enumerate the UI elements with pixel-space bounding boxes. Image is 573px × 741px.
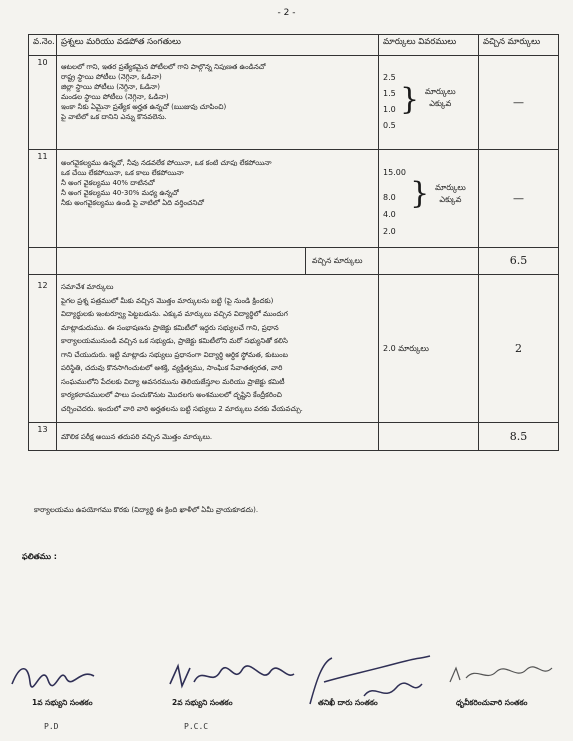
table-row <box>29 423 559 451</box>
question-line: చర్చించెదరు. ఇందులో వారి వారి అర్హతలను బట్టి సభ్యులు 2 మార్కులు వరకు వేయవచ్చు. <box>61 404 303 413</box>
subtotal-label: వచ్చిన మార్కులు <box>305 248 378 274</box>
row-sno: 11 <box>29 150 57 248</box>
header-obtained: వచ్చిన మార్కులు <box>479 35 559 56</box>
table-row <box>29 275 559 423</box>
question-line: ఒక చేయి లేకపోయినా, ఒక కాలు లేకపోయినా <box>61 169 184 177</box>
marks-list <box>383 70 396 134</box>
header-sno: వ.నెం. <box>29 35 57 56</box>
brace-icon: } <box>399 82 420 117</box>
question-line: జిల్లా స్థాయి పోటీలు (నెగ్గినా, ఓడినా) <box>61 83 161 91</box>
row-obtained: 2 <box>479 275 559 423</box>
question-line: మాట్లాడుదుము. ఈ సంభాషణను ప్రాజెక్టు కమిటీలో ఇద్దరు సభ్యులచే గాని, ప్రధాన <box>61 323 279 332</box>
question-line: నీకు అంగవైకల్యము ఉండి పై వాటిలో ఏది వర్తించనిచో <box>61 199 204 207</box>
row-question <box>57 423 379 451</box>
signature-label-2: 2వ సభ్యుని సంతకం <box>172 698 233 707</box>
question-line: కార్యాలయమునుండి వచ్చిన ఒక సభ్యుడు, ప్రాజెక్టు కమిటీలోని మరో సభ్యునితో కలిసి <box>61 337 288 345</box>
marks-label: మార్కులు ఎక్కువ <box>424 87 456 108</box>
mark-value: 2.5 <box>383 73 396 82</box>
header-marks-details: మార్కులు వివరములు <box>379 35 479 56</box>
question-line: పైగల ప్రశ్న పత్రములో మీకు వచ్చిన మొత్తం మార్కులను బట్టి (పై నుండి క్రిందకు) <box>61 296 274 305</box>
question-line: పరిస్థితి, చదువు కొనసాగించుటలో ఆశక్తి, వ్యక్తిత్వము, సాంఘిక సేవాతత్వరత, వారి <box>61 364 283 372</box>
question-line: మండల స్థాయి పోటీలు (నెగ్గినా, ఓడినా) <box>61 93 169 101</box>
question-line: మౌలిక పరీక్ష అయిన తదుపరి వచ్చిన మొత్తం మార్కులు. <box>61 432 213 441</box>
header-row <box>29 35 559 56</box>
question-line: నీ అంగ వైకల్యము 40% దాటినచో <box>61 179 155 187</box>
header-question: ప్రశ్నలు మరియు వడపోత సంగతులు <box>57 35 379 56</box>
row-sno: 10 <box>29 56 57 150</box>
mark-value: 15.00 <box>383 168 406 177</box>
signature-initials-1: P.D <box>44 722 59 731</box>
marks-label: మార్కులు ఎక్కువ <box>435 183 466 204</box>
question-line: కార్యకలాపములలో పాలు పంచుకొనుట మొదలగు అంశములలో దృష్టిని కేంద్రీకరించి <box>61 391 282 399</box>
subtotal-row <box>29 248 559 275</box>
office-use-note: కార్యాలయము ఉపయోగము కొరకు (విద్యార్థి ఈ క్రింది ఖాళీలో ఏమీ వ్రాయకూడదు). <box>34 506 259 514</box>
question-line: ఇంకా నీకు ఏమైనా ప్రత్యేక అర్హత ఉన్నచో (ఋజువు చూపించి) <box>61 103 227 111</box>
question-line: నీ అంగ వైకల్యము 40-30% మధ్య ఉన్నచో <box>61 189 179 197</box>
brace-icon: } <box>410 176 430 211</box>
signature-label-4: ధృవీకరించువారి సంతకం <box>456 698 528 707</box>
mark-value: 4.0 <box>383 210 396 219</box>
question-line: అంగవైకల్యము ఉన్నచో, నీవు నడవలేక పోయినా, ఒక కంటి చూపు లేకపోయినా <box>61 159 272 167</box>
row-obtained: 8.5 <box>479 423 559 451</box>
row-marks: 2.0 మార్కులు <box>379 275 479 423</box>
mark-value: 8.0 <box>383 193 396 202</box>
marks-table <box>28 34 559 451</box>
signature-initials-2: P.C.C <box>184 722 209 731</box>
signature-2-icon <box>168 660 298 694</box>
table-row <box>29 56 559 150</box>
table-row <box>29 150 559 248</box>
mark-value: 1.0 <box>383 105 396 114</box>
signature-4-icon <box>446 660 556 688</box>
question-line: పై వాటిలో ఒక దానిని ఎన్ను కొనవలెను. <box>61 113 167 121</box>
row-question <box>57 150 379 248</box>
result-label: ఫలితము : <box>22 552 57 561</box>
row-obtained: — <box>479 56 559 150</box>
mark-value: 0.5 <box>383 121 396 130</box>
signature-label-3: తనిఖీ దారు సంతకం <box>318 698 378 707</box>
row-question <box>57 275 379 423</box>
mark-value: 2.0 <box>383 227 396 236</box>
row-sno: 12 <box>29 275 57 423</box>
subtotal-value: 6.5 <box>479 248 559 275</box>
question-line: విద్యార్థులకు ఇంటర్వ్యూ పెట్టబడును. ఎక్కువ మార్కులు వచ్చిన విద్యార్థిలో ముందుగ <box>61 310 288 318</box>
question-line: ఆటలలో గాని, ఇతర ప్రత్యేకమైన పోటీలలో గాని పాల్గొన్న నిపుణత ఉండినచో <box>61 63 266 71</box>
row-sno: 13 <box>29 423 57 451</box>
question-line: గాని చేయుదురు. ఇట్టి మాట్లాడు సభ్యులు ప్రధానంగా విద్యార్థి ఆర్థిక స్థోమత, కుటుంబ <box>61 350 288 359</box>
page-number: - 2 - <box>277 8 296 18</box>
signature-1-icon <box>8 658 98 690</box>
question-line: రాష్ట్ర స్థాయి పోటీలు (నెగ్గినా, ఓడినా) <box>61 73 162 81</box>
row-marks <box>379 150 479 248</box>
row-obtained: — <box>479 150 559 248</box>
mark-value: 1.5 <box>383 89 396 98</box>
question-line: సంఘములోని పేదలకు విద్యా అవసరమును తెలియజేస్తూల మరియు ప్రాజెక్టు కమిటీ <box>61 377 285 386</box>
row-marks <box>379 56 479 150</box>
question-line: సమావేశ మార్కులు <box>61 283 114 291</box>
signature-label-1: 1వ సభ్యుని సంతకం <box>32 698 93 707</box>
row-question <box>57 56 379 150</box>
marks-list <box>383 164 406 240</box>
